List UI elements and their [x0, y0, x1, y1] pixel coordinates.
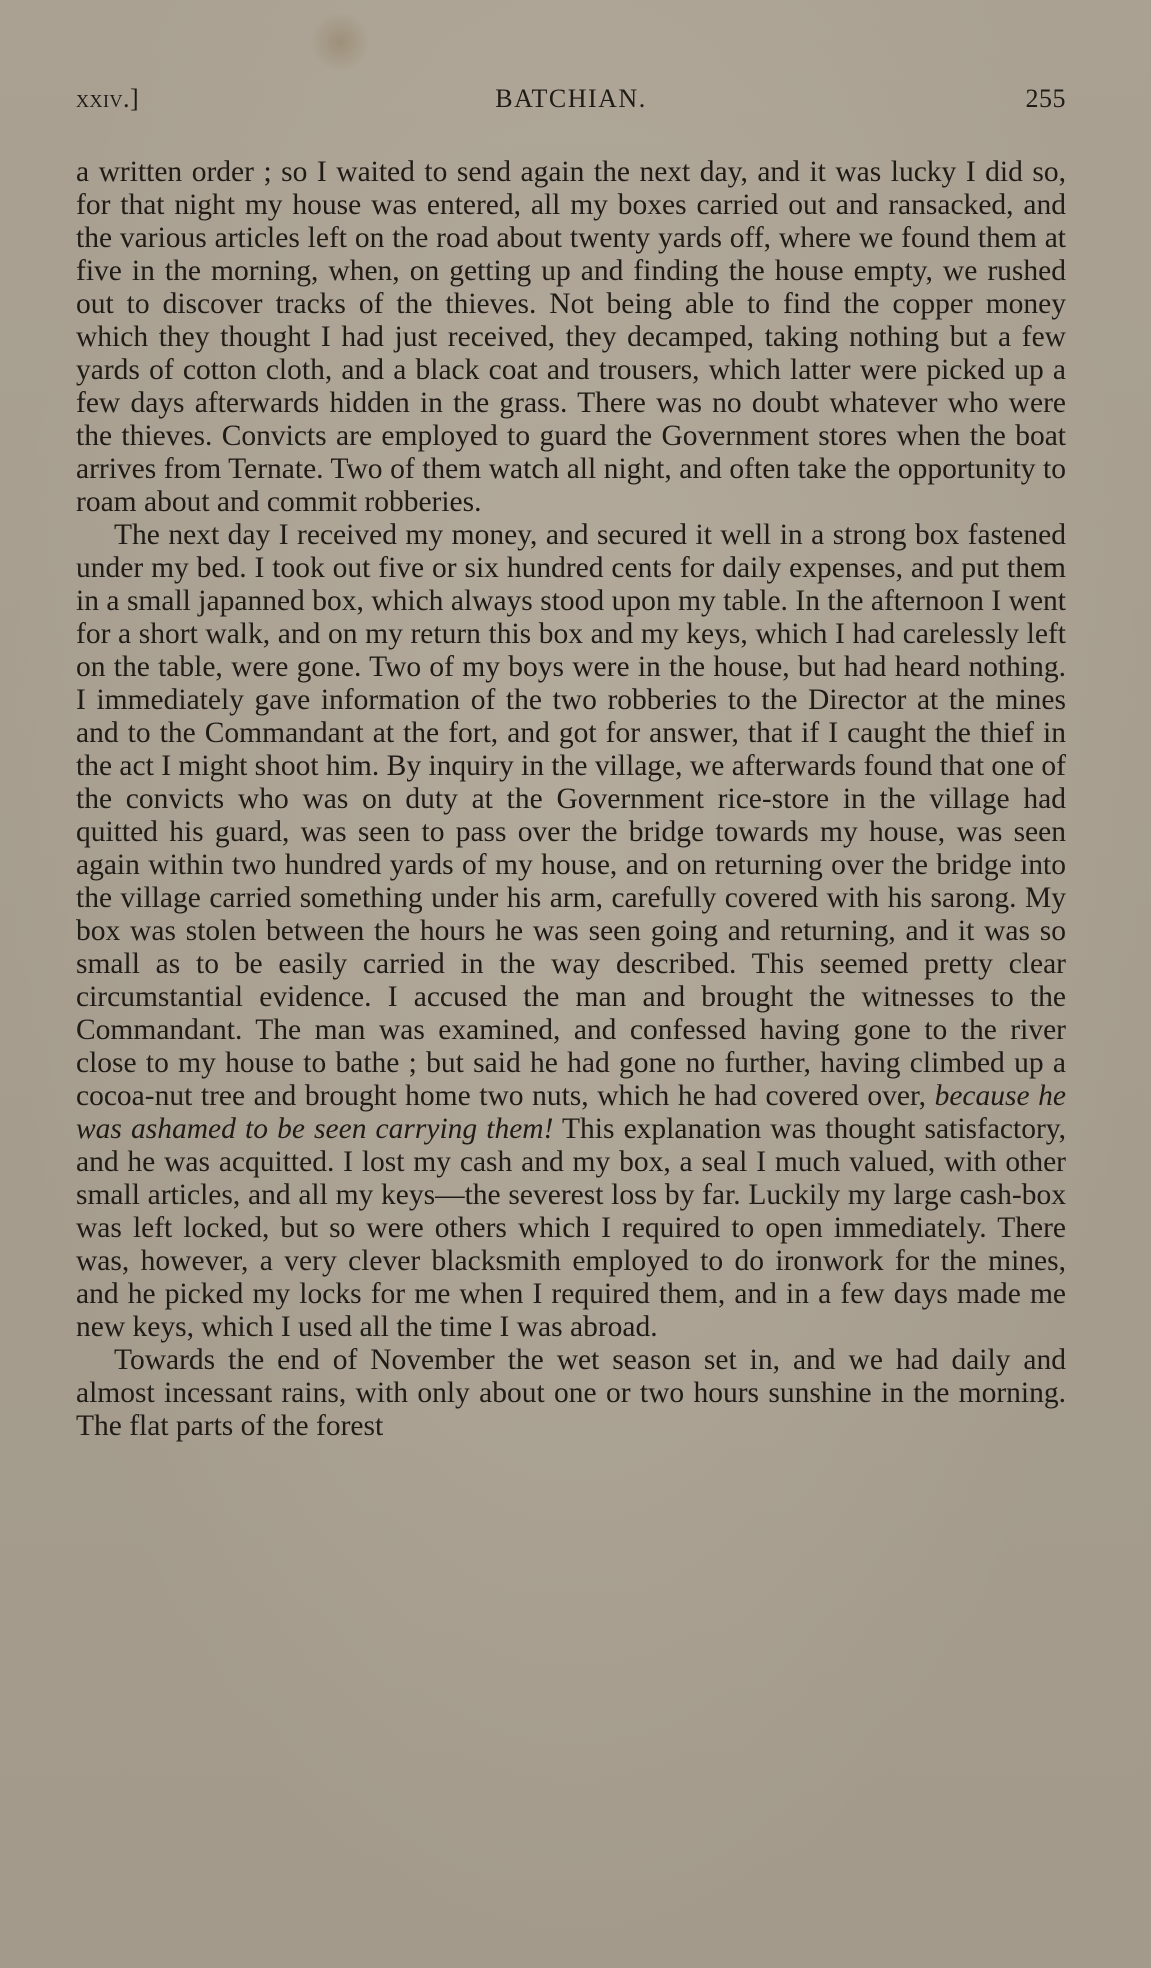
- page-stain: [310, 12, 370, 72]
- paragraph-2-text: The next day I received my money, and secured it well in a strong box fastened under my bed. I took out five or six hundred cents for daily expenses, and put them in a small japanned box, which always stood upon my table. In the afternoon I went for a short walk, and on my return this box and my keys, which I had carelessly left on the table, were gone. Two of my boys were in the house, but had heard nothing. I immediately gave information of the two robberies to the Director at the mines and to the Commandant at the fort, and got for answer, that if I caught the thief in the act I might shoot him. By inquiry in the village, we afterwards found that one of the convicts who was on duty at the Government rice-store in the village had quitted his guard, was seen to pass over the bridge towards my house, was seen again within two hundred yards of my house, and on returning over the bridge into the village carried something under his arm, carefully covered with his sarong. My box was stolen between the hours he was seen going and returning, and it was so small as to be easily carried in the way described. This seemed pretty clear circumstantial evidence. I accused the man and brought the witnesses to the Commandant. The man was examined, and confessed having gone to the river close to my house to bathe ; but said he had gone no further, having climbed up a cocoa-nut tree and brought home two nuts, which he had covered over,: [76, 519, 1066, 1112]
- paragraph-2: [76, 519, 1066, 1344]
- running-head: [76, 84, 1066, 124]
- paragraph-2-text-cont: This explanation was thought satisfactory, and he was acquitted. I lost my cash and my box, a seal I much valued, with other small articles, and all my keys—the severest loss by far. Luckily my large cash-box was left locked, but so were others which I required to open immediately. There was, however, a very clever blacksmith employed to do ironwork for the mines, and he picked my locks for me when I required them, and in a few days made me new keys, which I used all the time I was abroad.: [76, 1113, 1066, 1343]
- page-title: BATCHIAN.: [495, 84, 647, 113]
- paragraph-2-italic: because he was ashamed to be seen carrying them!: [76, 1080, 1066, 1145]
- chapter-number: xxiv.]: [76, 84, 140, 113]
- paragraph-3-text: Towards the end of November the wet season set in, and we had daily and almost incessant rains, with only about one or two hours sunshine in the morning. The flat parts of the forest: [76, 1344, 1066, 1442]
- paragraph-1-text: a written order ; so I waited to send again the next day, and it was lucky I did so, for that night my house was entered, all my boxes carried out and ransacked, and the various articles left on the road about twenty yards off, where we found them at five in the morning, when, on getting up and finding the house empty, we rushed out to discover tracks of the thieves. Not being able to find the copper money which they thought I had just received, they decamped, taking nothing but a few yards of cotton cloth, and a black coat and trousers, which latter were picked up a few days afterwards hidden in the grass. There was no doubt whatever who were the thieves. Convicts are employed to guard the Government stores when the boat arrives from Ternate. Two of them watch all night, and often take the opportunity to roam about and commit robberies.: [76, 156, 1066, 518]
- paragraph-3: [76, 1344, 1066, 1443]
- paragraph-1: [76, 156, 1066, 519]
- body-text: [76, 156, 1066, 1443]
- page-number: 255: [1025, 84, 1066, 113]
